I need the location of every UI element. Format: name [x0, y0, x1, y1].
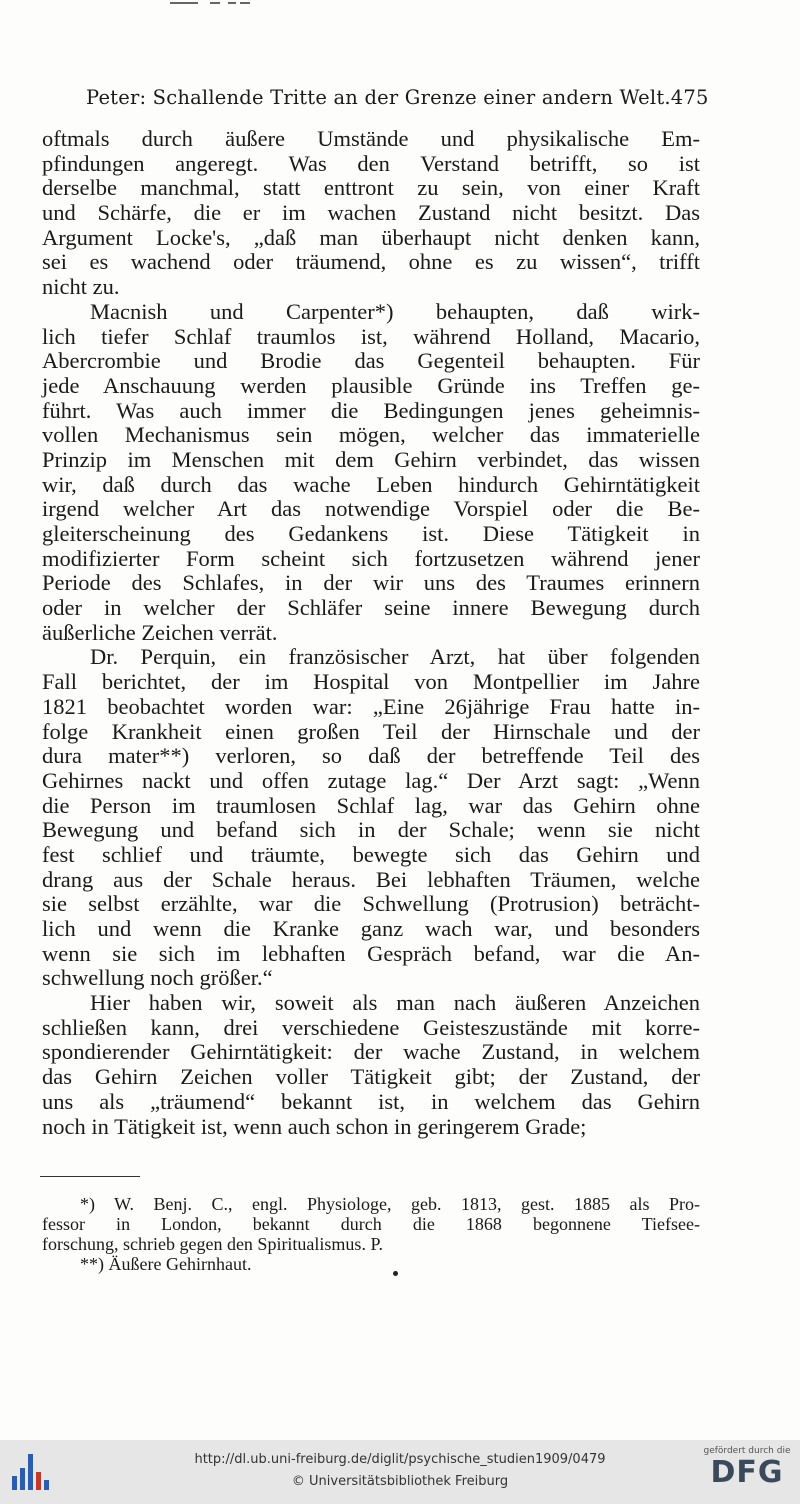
text-line: pfindungen angeregt. Was den Verstand betrifft, so ist: [42, 150, 700, 176]
text-line: dura mater**) verloren, so daß der betreffende Teil des: [42, 743, 700, 769]
dfg-note: gefördert durch die: [703, 1446, 791, 1456]
footnotes: [42, 1194, 700, 1274]
text-line: oftmals durch äußere Umstände und physikalische Em-: [42, 126, 700, 151]
text-line: oder in welcher der Schläfer seine innere Bewegung durch: [42, 595, 700, 621]
footnote-rule: [40, 1176, 140, 1177]
text-line: wir, daß durch das wache Leben hindurch Gehirntätigkeit: [42, 471, 700, 497]
text-line: nicht zu.: [42, 274, 120, 300]
text-line: Prinzip im Menschen mit dem Gehirn verbindet, das wissen: [42, 446, 700, 472]
text-line: jede Anschauung werden plausible Gründe ins Treffen ge-: [42, 372, 700, 398]
text-line: das Gehirn Zeichen voller Tätigkeit gibt; der Zustand, der: [42, 1064, 700, 1090]
text-line: die Person im traumlosen Schlaf lag, war das Gehirn ohne: [42, 792, 700, 818]
permalink-url[interactable]: http://dl.ub.uni-freiburg.de/diglit/psychische_studien1909/0479: [194, 1452, 606, 1467]
top-scan-marks: [170, 0, 260, 6]
text-line: Bewegung und befand sich in der Schale; wenn sie nicht: [42, 817, 700, 843]
dfg-logo-text: DFG: [710, 1455, 784, 1490]
text-line: drang aus der Schale heraus. Bei lebhaften Träumen, welche: [42, 866, 700, 892]
body-text: [42, 127, 700, 1139]
text-line: äußerliche Zeichen verrät.: [42, 619, 278, 645]
text-line: Argument Locke's, „daß man überhaupt nicht denken kann,: [42, 224, 700, 250]
text-line: gleiterscheinung des Gedankens ist. Diese Tätigkeit in: [42, 521, 700, 546]
text-line: Fall berichtet, der im Hospital von Montpellier im Jahre: [42, 669, 700, 695]
text-line: spondierender Gehirntätigkeit: der wache Zustand, in welchem: [42, 1039, 700, 1065]
text-line: 1821 beobachtet worden war: „Eine 26jährige Frau hatte in-: [42, 693, 700, 719]
text-line: und Schärfe, die er im wachen Zustand nicht besitzt. Das: [42, 200, 700, 226]
footnote-line: **) Äußere Gehirnhaut.: [80, 1254, 252, 1274]
text-line: lich und wenn die Kranke ganz wach war, und besonders: [42, 916, 700, 941]
text-line: schwellung noch größer.“: [42, 965, 273, 991]
text-line: vollen Mechanismus sein mögen, welcher das immaterielle: [42, 422, 700, 448]
dfg-logo: [702, 1446, 792, 1490]
text-line: irgend welcher Art das notwendige Vorspiel oder die Be-: [42, 496, 700, 522]
running-head: [86, 86, 709, 109]
text-line: lich tiefer Schlaf traumlos ist, während Holland, Macario,: [42, 323, 700, 349]
copyright-notice: © Universitätsbibliothek Freiburg: [291, 1474, 509, 1489]
text-line: sei es wachend oder träumend, ohne es zu wissen“, trifft: [42, 249, 700, 275]
text-line: sie selbst erzählte, war die Schwellung (Protrusion) beträcht-: [42, 891, 700, 917]
text-line: Periode des Schlafes, in der wir uns des Traumes erinnern: [42, 570, 700, 596]
text-line: Dr. Perquin, ein französischer Arzt, hat über folgenden: [90, 644, 700, 670]
text-line: Gehirnes nackt und offen zutage lag.“ Der Arzt sagt: „Wenn: [42, 767, 700, 793]
text-line: derselbe manchmal, statt enttront zu sein, von einer Kraft: [42, 175, 700, 201]
text-line: uns als „träumend“ bekannt ist, in welchem das Gehirn: [42, 1088, 700, 1114]
footnote-line: fessor in London, bekannt durch die 1868 begonnene Tiefsee-: [42, 1214, 700, 1234]
text-line: fest schlief und träumte, bewegte sich das Gehirn und: [42, 841, 700, 867]
text-line: Macnish und Carpenter*) behaupten, daß wirk-: [90, 298, 700, 324]
text-line: modifizierter Form scheint sich fortzusetzen während jener: [42, 545, 700, 571]
text-line: führt. Was auch immer die Bedingungen jenes geheimnis-: [42, 397, 700, 423]
page-number: 475: [670, 86, 709, 109]
text-line: folge Krankheit einen großen Teil der Hirnschale und der: [42, 718, 700, 744]
running-head-title: Peter: Schallende Tritte an der Grenze einer andern Welt.: [86, 86, 671, 109]
footnote-line: *) W. Benj. C., engl. Physiologe, geb. 1813, gest. 1885 als Pro-: [80, 1194, 700, 1214]
text-line: noch in Tätigkeit ist, wenn auch schon in geringerem Grade;: [42, 1113, 587, 1139]
viewer-footer: [0, 1440, 800, 1504]
text-line: Hier haben wir, soweit als man nach äußeren Anzeichen: [90, 990, 700, 1016]
footnote-line: forschung, schrieb gegen den Spiritualismus. P.: [42, 1234, 383, 1254]
ink-dot: [393, 1271, 398, 1276]
text-line: schließen kann, drei verschiedene Geisteszustände mit korre-: [42, 1014, 700, 1040]
text-line: wenn sie sich im lebhaften Gespräch befand, war die An-: [42, 940, 700, 966]
text-line: Abercrombie und Brodie das Gegenteil behaupten. Für: [42, 348, 700, 374]
